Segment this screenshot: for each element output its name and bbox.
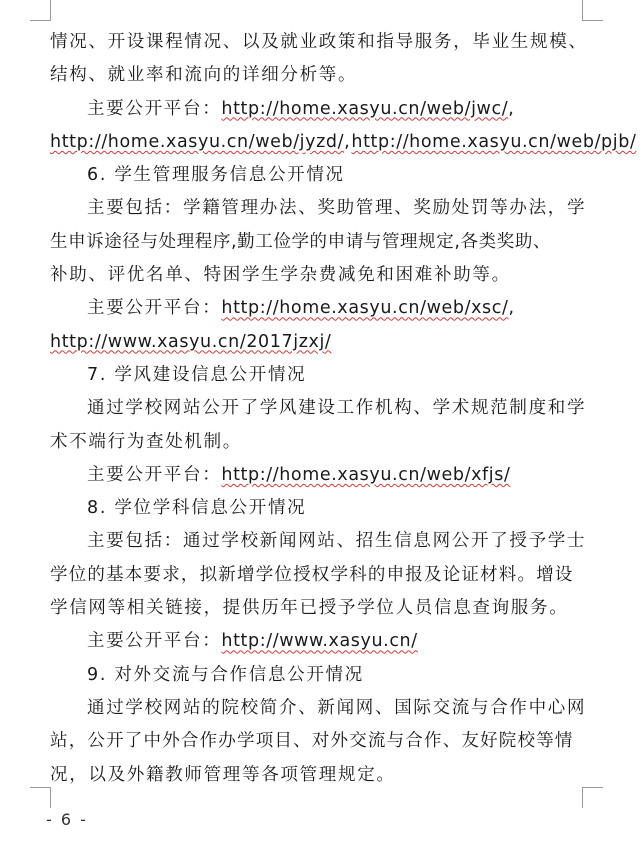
platform-line: 主要公开平台：http://home.xasyu.cn/web/jwc/,: [87, 98, 516, 119]
platform-line: http://home.xasyu.cn/web/jyzd/,http://home.xasyu.cn/web/pjb/: [50, 131, 637, 152]
text-line: 况，以及外籍教师管理等各项管理规定。: [50, 764, 396, 785]
platform-label: 主要公开平台：: [87, 98, 222, 119]
text-line: 通过学校网站的院校简介、新闻网、国际交流与合作中心网: [87, 697, 587, 718]
page-corner-mark-bottom-left: [30, 787, 51, 808]
text-line: 学位的基本要求，拟新增学位授权学科的申报及论证材料。增设: [50, 564, 574, 585]
url-link[interactable]: http://home.xasyu.cn/web/pjb/: [351, 131, 637, 152]
page-corner-mark-top-right: [582, 0, 603, 21]
url-link[interactable]: http://home.xasyu.cn/web/xsc/: [221, 298, 509, 319]
platform-line: [50, 459, 590, 492]
text-line: 术不端行为查处机制。: [50, 431, 242, 452]
document-body: [50, 26, 637, 792]
text-line: 结构、就业率和流向的详细分析等。: [50, 65, 358, 86]
platform-label: 主要公开平台：: [87, 464, 222, 485]
platform-line: [50, 625, 590, 658]
text-line: 学信网等相关链接，提供历年已授予学位人员信息查询服务。: [50, 598, 569, 619]
url-link[interactable]: http://www.xasyu.cn/: [221, 631, 418, 652]
url-link[interactable]: http://www.xasyu.cn/2017jzxj/: [50, 331, 332, 352]
section-heading: 6. 学生管理服务信息公开情况: [87, 165, 345, 186]
text-line: 补助、评优名单、特困学生学杂费减免和困难补助等。: [50, 265, 511, 286]
text-line: 通过学校网站公开了学风建设工作机构、学术规范制度和学: [87, 398, 587, 419]
text-line: 站，公开了中外合作办学项目、对外交流与合作、友好院校等情: [50, 731, 574, 752]
page-corner-mark-top-left: [30, 0, 51, 21]
url-link[interactable]: http://home.xasyu.cn/web/xfjs/: [221, 464, 511, 485]
section-heading: 8. 学位学科信息公开情况: [87, 498, 307, 519]
text-line: 生申诉途径与处理程序,勤工俭学的申请与管理规定,各类奖助、: [50, 231, 552, 252]
url-link[interactable]: http://home.xasyu.cn/web/jyzd/: [50, 131, 345, 152]
section-heading: 7. 学风建设信息公开情况: [87, 364, 307, 385]
text-line: 情况、开设课程情况、以及就业政策和指导服务，毕业生规模、: [50, 32, 588, 52]
text-line: 主要包括：学籍管理办法、奖助管理、奖励处罚等办法，学: [87, 198, 587, 219]
platform-label: 主要公开平台：: [87, 298, 222, 319]
text-line: 主要包括：通过学校新闻网站、招生信息网公开了授予学士: [87, 531, 587, 552]
section-heading: 9. 对外交流与合作信息公开情况: [87, 664, 364, 685]
platform-line: [50, 326, 590, 359]
platform-label: 主要公开平台：: [87, 631, 222, 652]
platform-line: 主要公开平台：http://home.xasyu.cn/web/xsc/,: [87, 298, 516, 319]
page-number: - 6 -: [46, 810, 88, 829]
url-link[interactable]: http://home.xasyu.cn/web/jwc/: [221, 98, 509, 119]
